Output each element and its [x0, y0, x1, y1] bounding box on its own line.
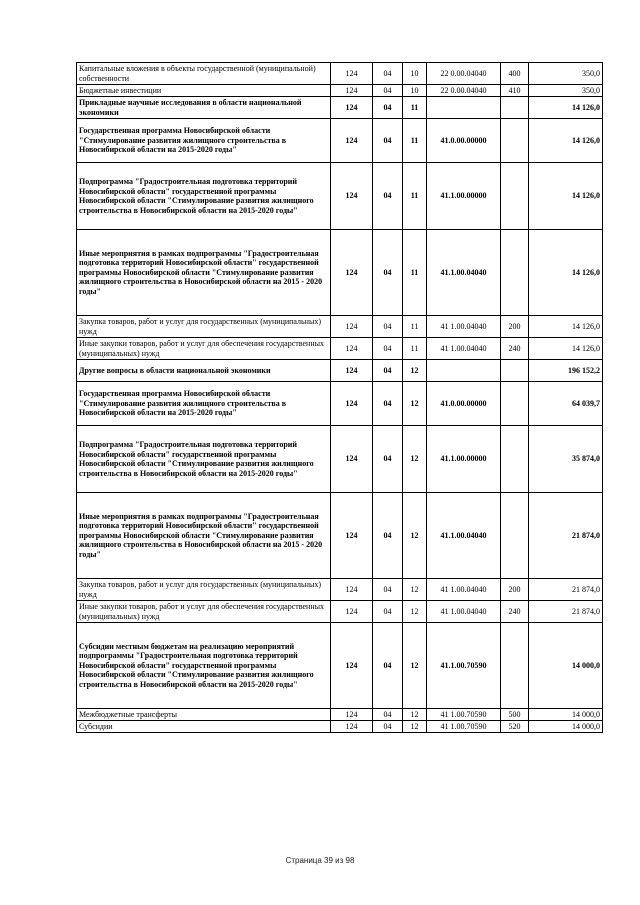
row-subsection-code: 12	[403, 721, 427, 733]
row-section-code: 04	[373, 709, 403, 721]
row-amount: 21 874,0	[529, 579, 603, 601]
row-target-code: 41.1.00.00000	[427, 426, 501, 493]
row-ministry-code: 124	[331, 119, 373, 163]
row-section-code: 04	[373, 721, 403, 733]
row-amount: 21 874,0	[529, 601, 603, 623]
row-expense-type	[501, 360, 529, 382]
row-expense-type	[501, 230, 529, 316]
row-target-code: 41.0.00.00000	[427, 119, 501, 163]
budget-table	[76, 62, 603, 733]
table-row	[77, 63, 603, 85]
row-target-code: 41 1.00.04040	[427, 579, 501, 601]
row-target-code: 41.0.00.00000	[427, 382, 501, 426]
row-amount: 14 126,0	[529, 230, 603, 316]
row-subsection-code: 11	[403, 316, 427, 338]
row-section-code: 04	[373, 601, 403, 623]
table-row	[77, 338, 603, 360]
row-ministry-code: 124	[331, 426, 373, 493]
row-ministry-code: 124	[331, 85, 373, 97]
row-target-code: 41.1.00.04040	[427, 493, 501, 579]
row-expense-type: 200	[501, 316, 529, 338]
row-expense-type: 500	[501, 709, 529, 721]
table-row	[77, 426, 603, 493]
row-ministry-code: 124	[331, 382, 373, 426]
row-amount: 14 000,0	[529, 623, 603, 709]
row-amount: 14 126,0	[529, 316, 603, 338]
row-section-code: 04	[373, 360, 403, 382]
row-target-code: 41 1.00.04040	[427, 316, 501, 338]
row-ministry-code: 124	[331, 97, 373, 119]
row-subsection-code: 11	[403, 119, 427, 163]
row-section-code: 04	[373, 85, 403, 97]
row-subsection-code: 10	[403, 85, 427, 97]
row-ministry-code: 124	[331, 360, 373, 382]
table-row	[77, 163, 603, 230]
row-expense-type	[501, 382, 529, 426]
row-section-code: 04	[373, 426, 403, 493]
row-subsection-code: 12	[403, 493, 427, 579]
table-row	[77, 360, 603, 382]
row-target-code	[427, 97, 501, 119]
row-amount: 14 000,0	[529, 721, 603, 733]
row-name: Иные закупки товаров, работ и услуг для обеспечения государственных (муниципальных) нужд	[77, 601, 331, 623]
row-ministry-code: 124	[331, 721, 373, 733]
row-name: Субсидии местным бюджетам на реализацию мероприятий подпрограммы "Градостроительная подготовка территорий Новосибирской области" государственной программы Новосибирской области "Стимулирование развития жилищного строительства в Новосибирской области на 2015-2020 годы"	[77, 623, 331, 709]
row-section-code: 04	[373, 97, 403, 119]
row-name: Капитальные вложения в объекты государственной (муниципальной) собственности	[77, 63, 331, 85]
row-ministry-code: 124	[331, 230, 373, 316]
row-amount: 35 874,0	[529, 426, 603, 493]
row-subsection-code: 12	[403, 623, 427, 709]
row-amount: 350,0	[529, 63, 603, 85]
row-expense-type: 410	[501, 85, 529, 97]
row-expense-type: 200	[501, 579, 529, 601]
row-target-code	[427, 360, 501, 382]
row-section-code: 04	[373, 623, 403, 709]
row-expense-type	[501, 97, 529, 119]
table-row	[77, 721, 603, 733]
row-ministry-code: 124	[331, 601, 373, 623]
table-row	[77, 316, 603, 338]
table-row	[77, 230, 603, 316]
row-amount: 14 126,0	[529, 338, 603, 360]
row-ministry-code: 124	[331, 338, 373, 360]
row-expense-type	[501, 623, 529, 709]
row-amount: 14 126,0	[529, 163, 603, 230]
row-name: Прикладные научные исследования в области национальной экономики	[77, 97, 331, 119]
table-row	[77, 601, 603, 623]
row-ministry-code: 124	[331, 316, 373, 338]
row-name: Подпрограмма "Градостроительная подготовка территорий Новосибирской области" государственной программы Новосибирской области "Стимулирование развития жилищного строительства в Новосибирской области на 2015-2020 годы"	[77, 426, 331, 493]
row-name: Подпрограмма "Градостроительная подготовка территорий Новосибирской области" государственной программы Новосибирской области "Стимулирование развития жилищного строительства в Новосибирской области на 2015-2020 годы"	[77, 163, 331, 230]
row-target-code: 41 1.00.04040	[427, 601, 501, 623]
row-target-code: 41.1.00.00000	[427, 163, 501, 230]
row-amount: 350,0	[529, 85, 603, 97]
row-section-code: 04	[373, 338, 403, 360]
table-row	[77, 623, 603, 709]
row-target-code: 41.1.00.70590	[427, 623, 501, 709]
table-row	[77, 85, 603, 97]
row-expense-type	[501, 163, 529, 230]
row-subsection-code: 12	[403, 382, 427, 426]
row-section-code: 04	[373, 493, 403, 579]
row-expense-type	[501, 119, 529, 163]
row-subsection-code: 11	[403, 230, 427, 316]
row-name: Субсидии	[77, 721, 331, 733]
table-row	[77, 382, 603, 426]
row-name: Иные мероприятия в рамках подпрограммы "Градостроительная подготовка территорий Новосибирской области" государственной программы Новосибирской области "Стимулирование развития жилищного строительства в Новосибирской области на 2015 - 2020 годы"	[77, 230, 331, 316]
row-target-code: 22 0.00.04040	[427, 85, 501, 97]
row-ministry-code: 124	[331, 493, 373, 579]
row-section-code: 04	[373, 163, 403, 230]
row-amount: 64 039,7	[529, 382, 603, 426]
table-body	[77, 63, 603, 733]
row-name: Государственная программа Новосибирской области "Стимулирование развития жилищного строительства в Новосибирской области на 2015-2020 годы"	[77, 382, 331, 426]
row-subsection-code: 10	[403, 63, 427, 85]
row-target-code: 41 1.00.70590	[427, 721, 501, 733]
row-amount: 196 152,2	[529, 360, 603, 382]
row-section-code: 04	[373, 579, 403, 601]
row-name: Закупка товаров, работ и услуг для государственных (муниципальных) нужд	[77, 579, 331, 601]
row-subsection-code: 12	[403, 709, 427, 721]
row-section-code: 04	[373, 63, 403, 85]
row-expense-type: 400	[501, 63, 529, 85]
row-section-code: 04	[373, 119, 403, 163]
row-subsection-code: 12	[403, 601, 427, 623]
page-number: Страница 39 из 98	[285, 856, 355, 865]
row-ministry-code: 124	[331, 579, 373, 601]
table-row	[77, 709, 603, 721]
row-expense-type	[501, 426, 529, 493]
row-target-code: 41 1.00.70590	[427, 709, 501, 721]
row-target-code: 41 1.00.04040	[427, 338, 501, 360]
row-amount: 21 874,0	[529, 493, 603, 579]
row-expense-type: 240	[501, 338, 529, 360]
row-amount: 14 000,0	[529, 709, 603, 721]
row-expense-type: 520	[501, 721, 529, 733]
row-target-code: 41.1.00.04040	[427, 230, 501, 316]
row-name: Бюджетные инвестиции	[77, 85, 331, 97]
row-ministry-code: 124	[331, 63, 373, 85]
row-subsection-code: 11	[403, 338, 427, 360]
table-row	[77, 97, 603, 119]
row-expense-type: 240	[501, 601, 529, 623]
row-expense-type	[501, 493, 529, 579]
row-subsection-code: 12	[403, 360, 427, 382]
row-target-code: 22 0.00.04040	[427, 63, 501, 85]
row-ministry-code: 124	[331, 623, 373, 709]
row-amount: 14 126,0	[529, 97, 603, 119]
row-subsection-code: 12	[403, 426, 427, 493]
table-row	[77, 493, 603, 579]
table-row	[77, 119, 603, 163]
row-ministry-code: 124	[331, 709, 373, 721]
row-name: Межбюджетные трансферты	[77, 709, 331, 721]
row-section-code: 04	[373, 382, 403, 426]
row-amount: 14 126,0	[529, 119, 603, 163]
row-ministry-code: 124	[331, 163, 373, 230]
row-subsection-code: 11	[403, 97, 427, 119]
table-row	[77, 579, 603, 601]
row-name: Закупка товаров, работ и услуг для государственных (муниципальных) нужд	[77, 316, 331, 338]
row-name: Другие вопросы в области национальной экономики	[77, 360, 331, 382]
row-section-code: 04	[373, 316, 403, 338]
row-subsection-code: 12	[403, 579, 427, 601]
row-section-code: 04	[373, 230, 403, 316]
row-name: Иные закупки товаров, работ и услуг для обеспечения государственных (муниципальных) нужд	[77, 338, 331, 360]
row-subsection-code: 11	[403, 163, 427, 230]
row-name: Иные мероприятия в рамках подпрограммы "Градостроительная подготовка территорий Новосибирской области" государственной программы Новосибирской области "Стимулирование развития жилищного строительства в Новосибирской области на 2015 - 2020 годы"	[77, 493, 331, 579]
row-name: Государственная программа Новосибирской области "Стимулирование развития жилищного строительства в Новосибирской области на 2015-2020 годы"	[77, 119, 331, 163]
